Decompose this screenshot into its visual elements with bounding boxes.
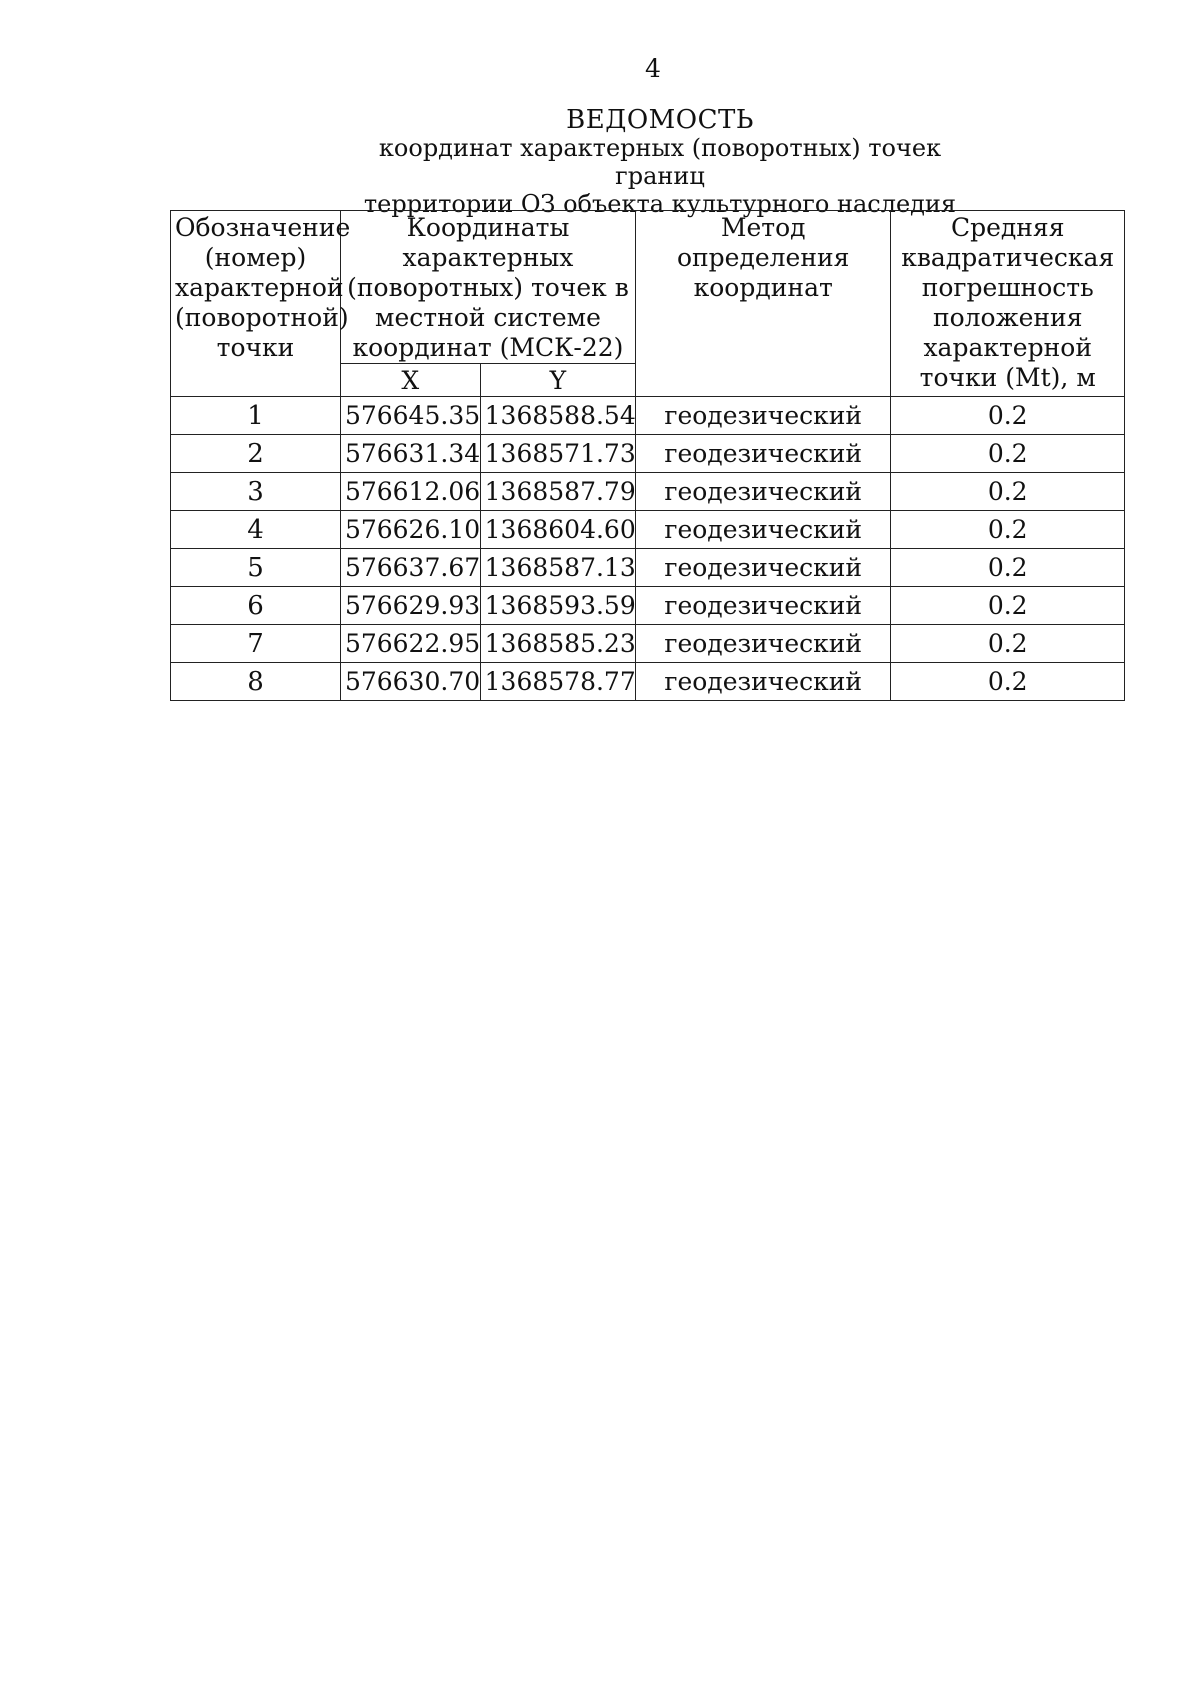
x-coordinate-cell: 576626.10 xyxy=(340,511,480,549)
x-coordinate-cell: 576637.67 xyxy=(340,549,480,587)
y-coordinate-cell: 1368604.60 xyxy=(480,511,635,549)
x-coordinate-cell: 576630.70 xyxy=(340,663,480,701)
table-row xyxy=(171,435,1125,473)
x-coordinate-cell: 576631.34 xyxy=(340,435,480,473)
method-cell: геодезический xyxy=(636,397,891,435)
table-row xyxy=(171,511,1125,549)
point-number-cell: 7 xyxy=(171,625,341,663)
error-cell: 0.2 xyxy=(891,435,1125,473)
error-cell: 0.2 xyxy=(891,663,1125,701)
y-coordinate-cell: 1368587.79 xyxy=(480,473,635,511)
y-coordinate-cell: 1368588.54 xyxy=(480,397,635,435)
method-cell: геодезический xyxy=(636,511,891,549)
table-row xyxy=(171,397,1125,435)
header-row-main xyxy=(171,211,1125,364)
y-coordinate-cell: 1368593.59 xyxy=(480,587,635,625)
y-coordinate-cell: 1368585.23 xyxy=(480,625,635,663)
header-method: Метод определения координат xyxy=(636,211,891,397)
header-designation: Обозначение (номер) характерной (поворотной) точки xyxy=(171,211,341,397)
method-cell: геодезический xyxy=(636,663,891,701)
table-row xyxy=(171,663,1125,701)
point-number-cell: 4 xyxy=(171,511,341,549)
coordinates-table xyxy=(170,210,1125,701)
header-x: X xyxy=(340,364,480,397)
method-cell: геодезический xyxy=(636,473,891,511)
table-row xyxy=(171,549,1125,587)
error-cell: 0.2 xyxy=(891,549,1125,587)
point-number-cell: 1 xyxy=(171,397,341,435)
point-number-cell: 8 xyxy=(171,663,341,701)
error-cell: 0.2 xyxy=(891,587,1125,625)
x-coordinate-cell: 576629.93 xyxy=(340,587,480,625)
x-coordinate-cell: 576612.06 xyxy=(340,473,480,511)
point-number-cell: 3 xyxy=(171,473,341,511)
document-subtitle-line-2: территории ОЗ объекта культурного наследия xyxy=(363,190,957,218)
point-number-cell: 2 xyxy=(171,435,341,473)
error-cell: 0.2 xyxy=(891,625,1125,663)
header-error: Средняя квадратическая погрешность положения характерной точки (Mt), м xyxy=(891,211,1125,397)
x-coordinate-cell: 576622.95 xyxy=(340,625,480,663)
table-row xyxy=(171,473,1125,511)
y-coordinate-cell: 1368587.13 xyxy=(480,549,635,587)
method-cell: геодезический xyxy=(636,587,891,625)
method-cell: геодезический xyxy=(636,549,891,587)
table-header xyxy=(171,211,1125,397)
table-row xyxy=(171,625,1125,663)
y-coordinate-cell: 1368578.77 xyxy=(480,663,635,701)
y-coordinate-cell: 1368571.73 xyxy=(480,435,635,473)
point-number-cell: 6 xyxy=(171,587,341,625)
error-cell: 0.2 xyxy=(891,473,1125,511)
title-block xyxy=(340,106,980,218)
page-number: 4 xyxy=(645,54,661,83)
document-title: ВЕДОМОСТЬ xyxy=(566,105,754,135)
document-subtitle-line-1: координат характерных (поворотных) точек границ xyxy=(378,134,942,190)
method-cell: геодезический xyxy=(636,625,891,663)
error-cell: 0.2 xyxy=(891,511,1125,549)
table-body xyxy=(171,397,1125,701)
header-coordinates: Координаты характерных (поворотных) точек в местной системе координат (МСК-22) xyxy=(340,211,635,364)
table-row xyxy=(171,587,1125,625)
point-number-cell: 5 xyxy=(171,549,341,587)
x-coordinate-cell: 576645.35 xyxy=(340,397,480,435)
header-y: Y xyxy=(480,364,635,397)
error-cell: 0.2 xyxy=(891,397,1125,435)
method-cell: геодезический xyxy=(636,435,891,473)
